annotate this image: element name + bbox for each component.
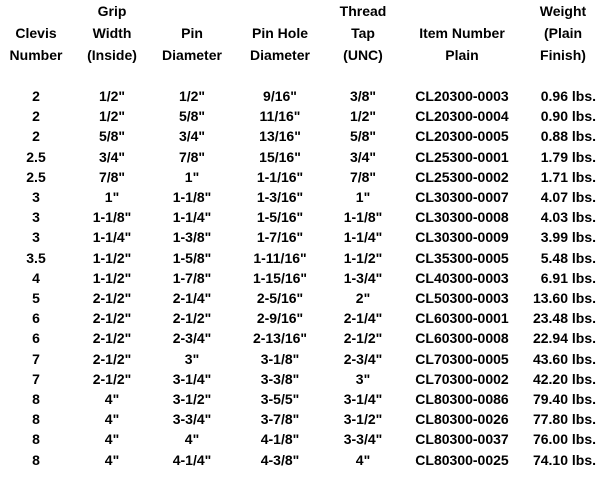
table-row (0, 268, 600, 288)
cell-pin-hole-diameter: 9/16" (263, 88, 297, 104)
cell-pin-diameter: 7/8" (178, 148, 206, 165)
cell-pin-diameter: 1-5/8" (172, 249, 212, 266)
cell-weight: 4.03 lbs. (540, 209, 596, 226)
header-thread-tap (328, 0, 398, 66)
cell-grip-width: 2-1/2" (92, 370, 132, 387)
cell-weight: 42.20 lbs. (532, 370, 596, 387)
cell-pin-diameter: 3/4" (178, 128, 206, 145)
header-clevis-number (0, 0, 72, 66)
cell-clevis-number: 6 (32, 330, 40, 347)
cell-thread-tap: 5/8" (349, 128, 377, 145)
cell-grip-width: 1-1/2" (92, 249, 132, 266)
cell-grip-width: 2-1/2" (92, 350, 132, 367)
cell-thread-tap: 1-3/4" (343, 269, 383, 286)
cell-grip-width: 7/8" (98, 168, 126, 185)
header-line: Item Number (419, 25, 505, 41)
table-row (0, 227, 600, 247)
cell-thread-tap: 3-3/4" (343, 431, 383, 448)
table-row (0, 450, 600, 470)
header-weight (526, 0, 600, 66)
cell-pin-diameter: 5/8" (178, 108, 206, 125)
table-row (0, 349, 600, 369)
cell-pin-diameter: 1-3/8" (172, 229, 212, 246)
spacer-cell (0, 66, 600, 86)
cell-item-number: CL35300-0005 (415, 249, 509, 266)
cell-grip-width: 2-1/2" (92, 310, 132, 327)
cell-grip-width: 1/2" (98, 88, 126, 104)
table-row (0, 207, 600, 227)
table-row (0, 106, 600, 126)
cell-pin-diameter: 2-1/2" (172, 310, 212, 327)
header-line: Diameter (162, 47, 222, 63)
header-line: Tap (351, 25, 375, 41)
cell-thread-tap: 2-1/2" (343, 330, 383, 347)
cell-grip-width: 1-1/2" (92, 269, 132, 286)
cell-item-number: CL20300-0003 (415, 88, 509, 104)
cell-pin-hole-diameter: 1-15/16" (252, 269, 308, 286)
cell-pin-hole-diameter: 2-13/16" (252, 330, 308, 347)
cell-pin-hole-diameter: 15/16" (259, 148, 301, 165)
cell-item-number: CL20300-0004 (415, 108, 509, 125)
cell-thread-tap: 2-3/4" (343, 350, 383, 367)
cell-pin-hole-diameter: 4-3/8" (260, 451, 300, 468)
cell-pin-diameter: 2-3/4" (172, 330, 212, 347)
cell-weight: 76.00 lbs. (532, 431, 596, 448)
cell-weight: 79.40 lbs. (532, 391, 596, 408)
header-line: (Plain (543, 25, 583, 41)
header-line: (Inside) (87, 47, 137, 63)
cell-grip-width: 4" (104, 391, 120, 408)
cell-pin-diameter: 3-3/4" (172, 411, 212, 428)
cell-clevis-number: 6 (32, 310, 40, 327)
table-body (0, 66, 600, 470)
cell-clevis-number: 2.5 (26, 148, 46, 165)
table-row (0, 369, 600, 389)
table-row (0, 308, 600, 328)
cell-thread-tap: 3" (355, 370, 371, 387)
cell-item-number: CL80300-0037 (415, 431, 509, 448)
cell-weight: 1.71 lbs. (540, 168, 596, 185)
spacer-row (0, 66, 600, 86)
cell-item-number: CL30300-0009 (415, 229, 509, 246)
cell-item-number: CL40300-0003 (415, 269, 509, 286)
header-line (152, 0, 232, 22)
cell-clevis-number: 3 (32, 209, 40, 226)
table-row (0, 288, 600, 308)
cell-clevis-number: 2 (32, 128, 40, 145)
cell-thread-tap: 2-1/4" (343, 310, 383, 327)
cell-clevis-number: 3 (32, 189, 40, 206)
cell-weight: 0.90 lbs. (540, 108, 596, 125)
cell-item-number: CL80300-0026 (415, 411, 509, 428)
header-line: Finish) (540, 47, 586, 63)
cell-pin-diameter: 3-1/4" (172, 370, 212, 387)
cell-clevis-number: 3 (32, 229, 40, 246)
cell-clevis-number: 4 (32, 269, 40, 286)
cell-pin-diameter: 4" (184, 431, 200, 448)
cell-pin-hole-diameter: 3-3/8" (260, 370, 300, 387)
cell-clevis-number: 2 (32, 108, 40, 125)
cell-grip-width: 4" (104, 431, 120, 448)
header-line: (UNC) (343, 47, 383, 63)
table-row (0, 126, 600, 146)
cell-clevis-number: 2 (32, 88, 40, 104)
table-row (0, 147, 600, 167)
table-header (0, 0, 600, 66)
cell-clevis-number: 8 (32, 431, 40, 448)
cell-clevis-number: 8 (32, 411, 40, 428)
header-line (0, 0, 72, 22)
cell-pin-hole-diameter: 3-1/8" (260, 350, 300, 367)
header-line: Clevis (15, 25, 57, 41)
cell-weight: 5.48 lbs. (540, 249, 596, 266)
cell-thread-tap: 1-1/8" (343, 209, 383, 226)
header-item-number (398, 0, 526, 66)
cell-grip-width: 1-1/4" (92, 229, 132, 246)
header-line (398, 0, 526, 22)
cell-grip-width: 4" (104, 411, 120, 428)
header-line (232, 0, 328, 22)
header-row (0, 0, 600, 66)
cell-item-number: CL60300-0001 (415, 310, 509, 327)
header-grip-width (72, 0, 152, 66)
table-row (0, 328, 600, 348)
cell-weight: 13.60 lbs. (532, 290, 596, 307)
cell-grip-width: 1" (104, 189, 120, 206)
cell-clevis-number: 8 (32, 451, 40, 468)
header-pin-diameter (152, 0, 232, 66)
cell-thread-tap: 1" (355, 189, 371, 206)
cell-weight: 22.94 lbs. (532, 330, 596, 347)
cell-clevis-number: 5 (32, 290, 40, 307)
cell-thread-tap: 1/2" (349, 108, 377, 125)
cell-pin-hole-diameter: 1-3/16" (256, 189, 304, 206)
cell-pin-diameter: 2-1/4" (172, 290, 212, 307)
cell-item-number: CL80300-0086 (415, 391, 509, 408)
cell-clevis-number: 3.5 (26, 249, 46, 266)
cell-weight: 3.99 lbs. (540, 229, 596, 246)
cell-pin-hole-diameter: 2-9/16" (256, 310, 304, 327)
cell-weight: 0.96 lbs. (540, 88, 596, 104)
cell-pin-diameter: 1-7/8" (172, 269, 212, 286)
table-row (0, 187, 600, 207)
cell-pin-hole-diameter: 1-11/16" (253, 249, 307, 266)
cell-weight: 43.60 lbs. (532, 350, 596, 367)
cell-grip-width: 5/8" (98, 128, 126, 145)
table-row (0, 389, 600, 409)
cell-pin-diameter: 1-1/8" (172, 189, 212, 206)
header-line: Number (9, 47, 63, 63)
cell-weight: 74.10 lbs. (532, 451, 596, 468)
cell-weight: 4.07 lbs. (540, 189, 596, 206)
cell-pin-diameter: 1/2" (178, 88, 206, 104)
cell-pin-hole-diameter: 11/16" (259, 108, 301, 125)
cell-item-number: CL20300-0005 (415, 128, 509, 145)
header-line: Width (92, 25, 132, 41)
cell-item-number: CL60300-0008 (415, 330, 509, 347)
cell-item-number: CL70300-0005 (415, 350, 509, 367)
header-line: Pin Hole (251, 25, 308, 41)
cell-item-number: CL25300-0001 (415, 148, 509, 165)
cell-grip-width: 1/2" (98, 108, 126, 125)
cell-pin-hole-diameter: 4-1/8" (260, 431, 300, 448)
table-row (0, 167, 600, 187)
cell-thread-tap: 3/4" (349, 148, 377, 165)
cell-thread-tap: 3/8" (349, 88, 377, 104)
cell-pin-diameter: 1-1/4" (172, 209, 212, 226)
cell-pin-diameter: 3" (184, 350, 200, 367)
cell-thread-tap: 1-1/2" (343, 249, 383, 266)
cell-pin-hole-diameter: 1-5/16" (256, 209, 304, 226)
cell-clevis-number: 8 (32, 391, 40, 408)
table-row (0, 248, 600, 268)
cell-clevis-number: 7 (32, 370, 40, 387)
cell-weight: 77.80 lbs. (532, 411, 596, 428)
header-line: Grip (97, 3, 127, 19)
cell-grip-width: 4" (104, 451, 120, 468)
header-line: Plain (445, 47, 479, 63)
table-row (0, 86, 600, 106)
cell-clevis-number: 2.5 (26, 168, 46, 185)
cell-pin-hole-diameter: 2-5/16" (256, 290, 304, 307)
header-line: Weight (539, 3, 587, 19)
cell-thread-tap: 7/8" (349, 168, 377, 185)
cell-weight: 0.88 lbs. (540, 128, 596, 145)
cell-clevis-number: 7 (32, 350, 40, 367)
cell-weight: 1.79 lbs. (540, 148, 596, 165)
header-pin-hole-diameter (232, 0, 328, 66)
header-line: Pin (181, 25, 203, 41)
cell-grip-width: 2-1/2" (92, 330, 132, 347)
cell-pin-diameter: 4-1/4" (172, 451, 212, 468)
table-row (0, 409, 600, 429)
cell-item-number: CL70300-0002 (415, 370, 509, 387)
cell-pin-diameter: 3-1/2" (172, 391, 212, 408)
cell-weight: 23.48 lbs. (532, 310, 596, 327)
header-line: Diameter (250, 47, 310, 63)
cell-thread-tap: 3-1/2" (343, 411, 383, 428)
cell-item-number: CL80300-0025 (415, 451, 509, 468)
cell-item-number: CL50300-0003 (415, 290, 509, 307)
cell-weight: 6.91 lbs. (540, 269, 596, 286)
cell-item-number: CL30300-0008 (415, 209, 509, 226)
cell-thread-tap: 1-1/4" (343, 229, 383, 246)
cell-grip-width: 2-1/2" (92, 290, 132, 307)
cell-pin-hole-diameter: 1-1/16" (256, 168, 304, 185)
cell-item-number: CL25300-0002 (415, 168, 509, 185)
cell-pin-diameter: 1" (184, 168, 200, 185)
cell-thread-tap: 3-1/4" (343, 391, 383, 408)
cell-pin-hole-diameter: 1-7/16" (256, 229, 304, 246)
cell-thread-tap: 2" (355, 290, 371, 307)
header-line: Thread (339, 3, 387, 19)
cell-pin-hole-diameter: 13/16" (259, 128, 301, 145)
cell-item-number: CL30300-0007 (415, 189, 509, 206)
cell-grip-width: 1-1/8" (92, 209, 132, 226)
cell-thread-tap: 4" (355, 451, 371, 468)
cell-pin-hole-diameter: 3-7/8" (260, 411, 300, 428)
cell-pin-hole-diameter: 3-5/5" (260, 391, 300, 408)
cell-grip-width: 3/4" (98, 148, 126, 165)
table-row (0, 429, 600, 449)
